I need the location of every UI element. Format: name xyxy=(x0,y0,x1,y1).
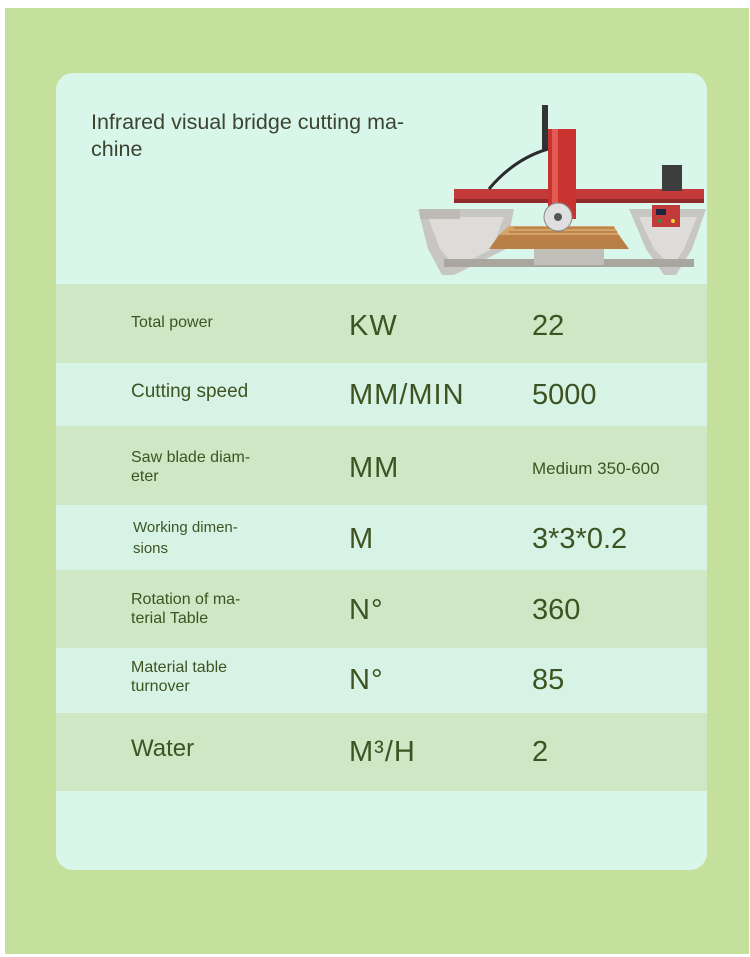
spec-label-line: Total power xyxy=(131,314,213,331)
spec-unit: N° xyxy=(349,594,384,626)
spec-unit: KW xyxy=(349,310,398,342)
spec-unit: MM xyxy=(349,452,400,484)
spec-row-working-dimensions xyxy=(56,505,707,570)
spec-label xyxy=(131,382,281,401)
spec-label xyxy=(131,313,281,332)
spec-value: 2 xyxy=(532,736,549,768)
spec-value: 85 xyxy=(532,664,565,696)
spec-label-line: eter xyxy=(131,468,159,485)
spec-unit: MM/MIN xyxy=(349,379,465,411)
spec-value: 5000 xyxy=(532,379,597,411)
spec-value: 22 xyxy=(532,310,565,342)
product-title-line-1: Infrared visual bridge cutting ma- xyxy=(91,110,405,134)
spec-label-line: Rotation of ma- xyxy=(131,591,241,608)
spec-row-cutting-speed xyxy=(56,363,707,426)
spec-label-line: Working dimen- xyxy=(133,519,238,536)
bridge-cutting-machine-image xyxy=(414,99,706,275)
product-title-line-2: chine xyxy=(91,137,143,161)
spec-label-line: terial Table xyxy=(131,610,209,627)
spec-unit: M³/H xyxy=(349,736,416,768)
spec-row-saw-blade-diameter xyxy=(56,426,707,505)
spec-label xyxy=(131,658,281,696)
spec-unit: M xyxy=(349,523,375,555)
spec-value: Medium 350-600 xyxy=(532,459,660,478)
spec-label-line: turnover xyxy=(131,678,190,695)
spec-unit: N° xyxy=(349,664,384,696)
spec-row-water xyxy=(56,713,707,791)
spec-value: 360 xyxy=(532,594,581,626)
spec-label-line: Material table xyxy=(131,659,228,676)
spec-row-total-power xyxy=(56,284,707,363)
spec-card xyxy=(56,73,707,870)
spec-label xyxy=(131,590,281,628)
spec-label xyxy=(131,735,281,763)
spec-row-rotation-of-material-table xyxy=(56,570,707,648)
spec-label-line: Water xyxy=(131,735,195,762)
page-frame xyxy=(5,8,749,954)
spec-value: 3*3*0.2 xyxy=(532,523,628,555)
product-title xyxy=(91,109,421,163)
spec-label-line: Cutting speed xyxy=(131,381,249,402)
spec-row-material-table-turnover xyxy=(56,648,707,713)
spec-label xyxy=(133,517,283,559)
spec-label-line: sions xyxy=(133,540,169,557)
spec-label-line: Saw blade diam- xyxy=(131,449,251,466)
spec-label xyxy=(131,448,281,486)
